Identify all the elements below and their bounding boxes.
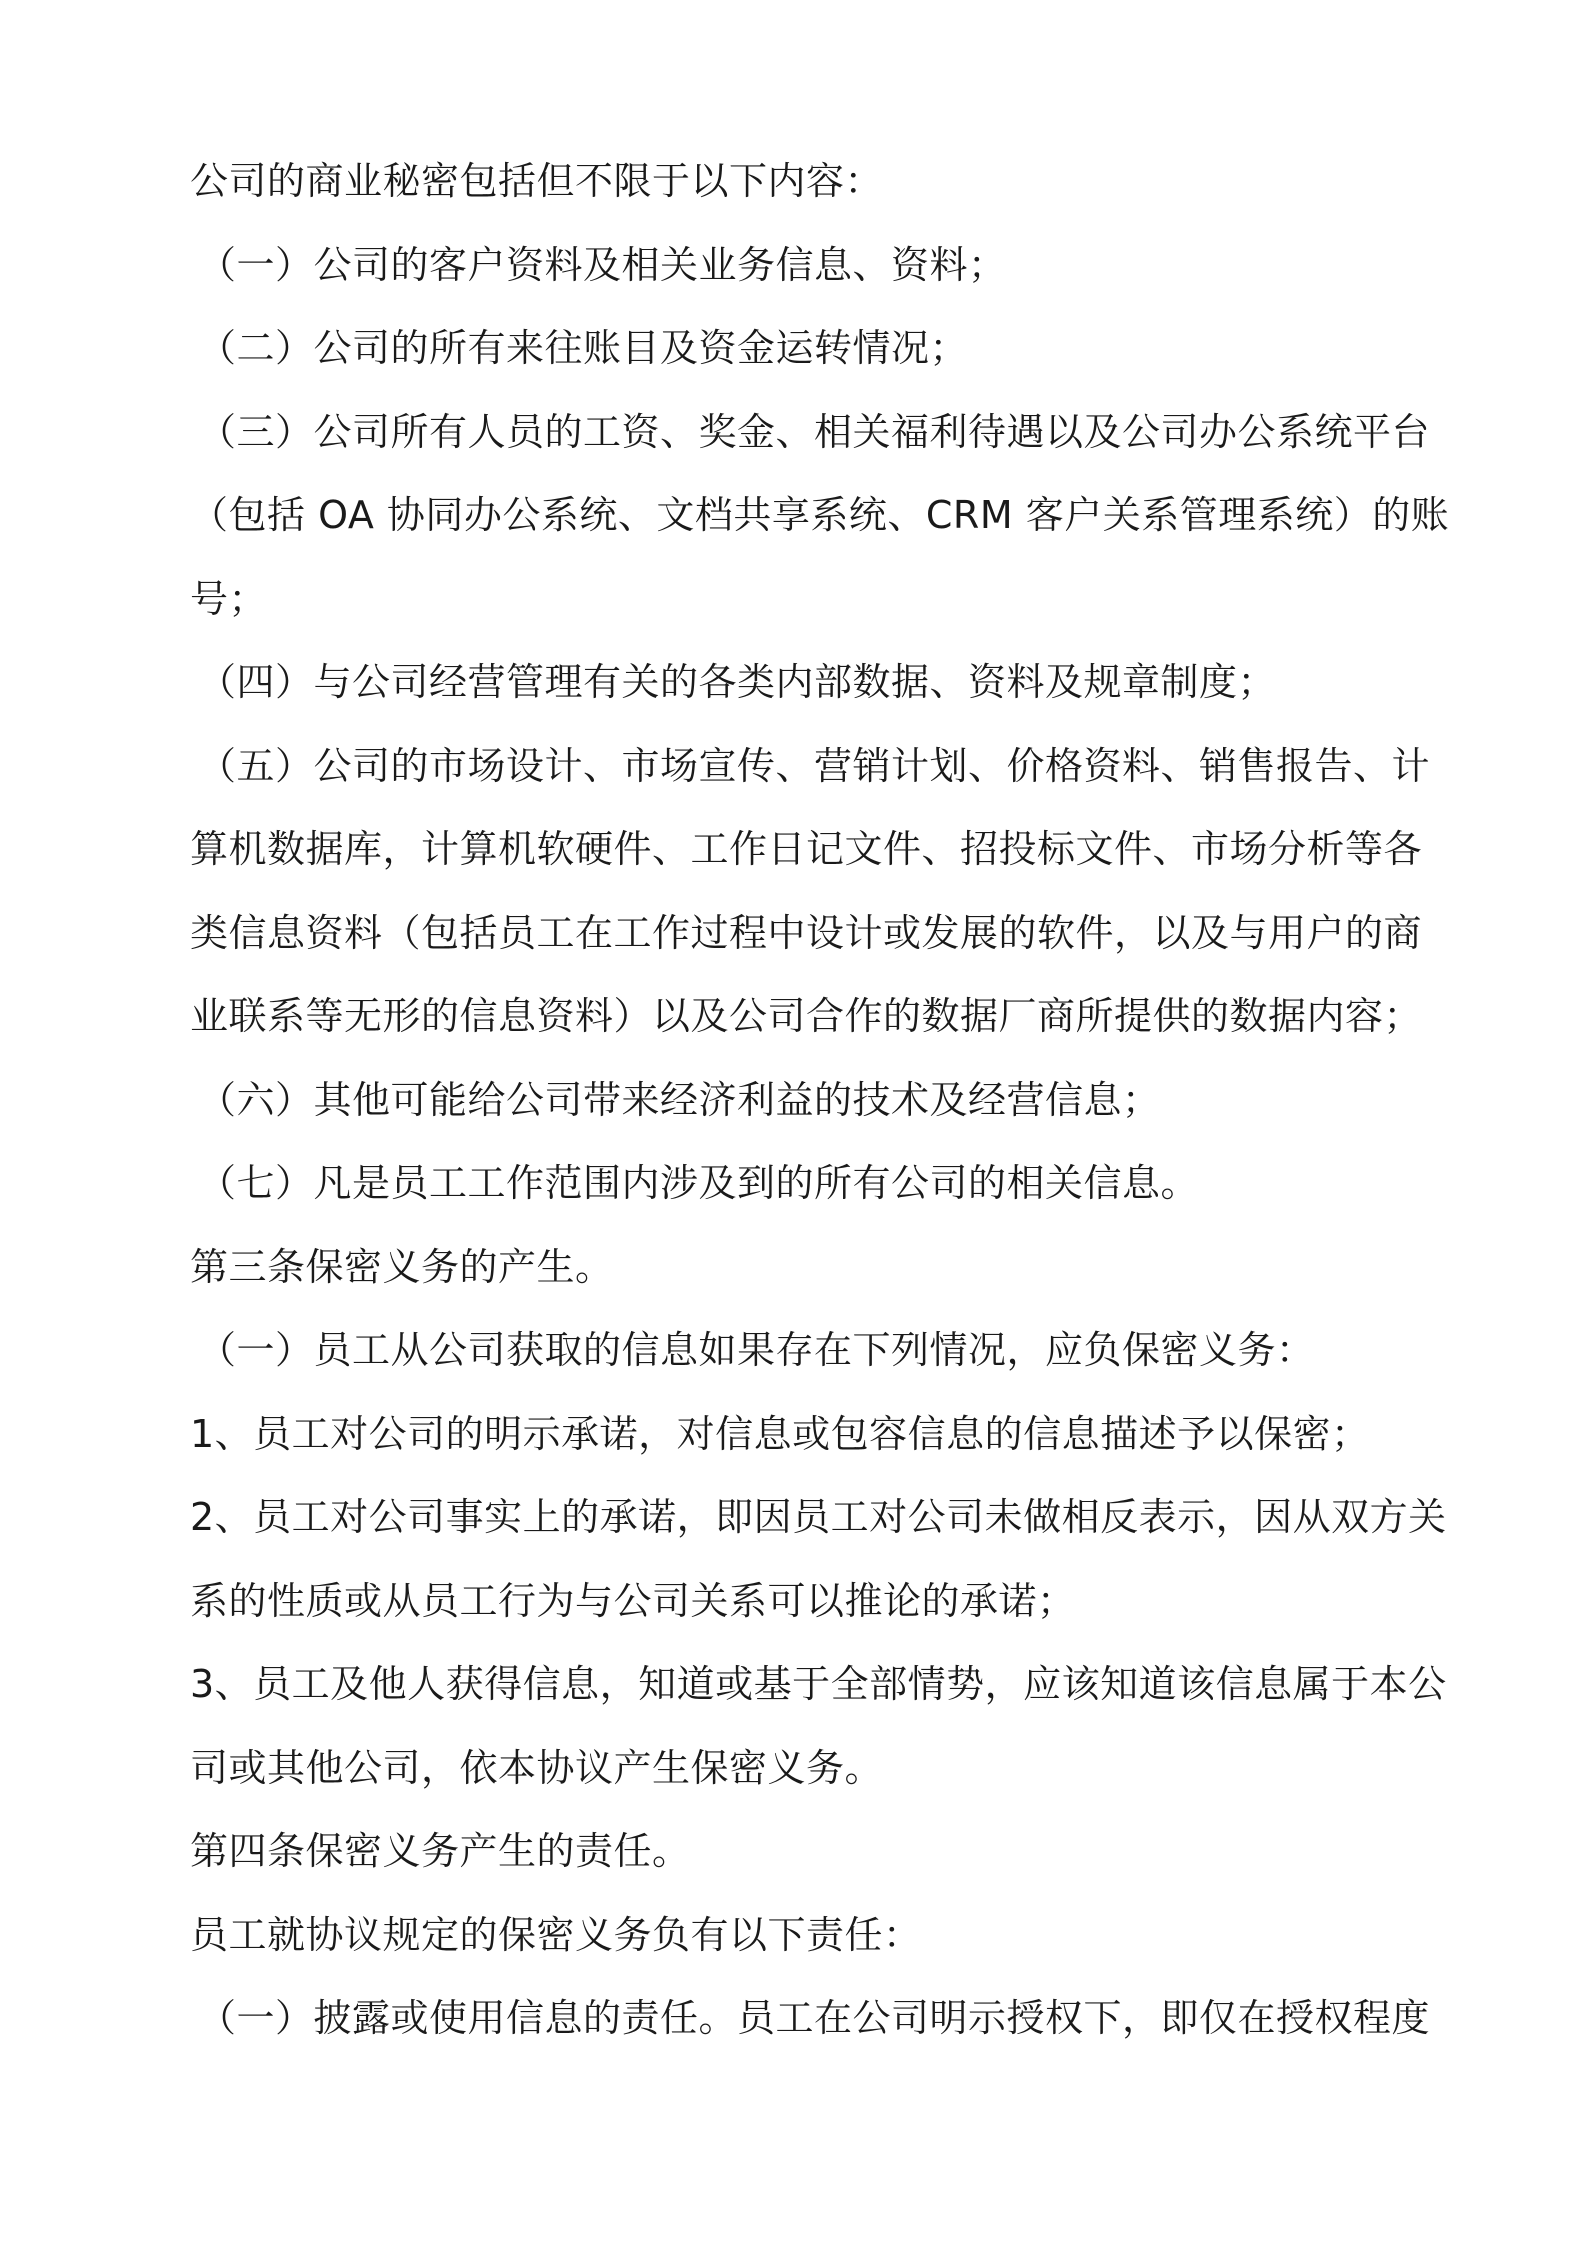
- list-item-6: （六）其他可能给公司带来经济利益的技术及经营信息；: [198, 1077, 1161, 1122]
- list-item-5-cont-1: 算机数据库，计算机软硬件、工作日记文件、招投标文件、市场分析等各: [190, 827, 1423, 871]
- list-item-2: （二）公司的所有来往账目及资金运转情况；: [198, 326, 969, 370]
- document-body: [190, 140, 1450, 2061]
- intro-line: 公司的商业秘密包括但不限于以下内容：: [190, 159, 884, 203]
- list-item-3-cont-1: （包括 OA 协同办公系统、文档共享系统、CRM 客户关系管理系统）的账: [190, 493, 1450, 537]
- list-item-5: （五）公司的市场设计、市场宣传、营销计划、价格资料、销售报告、计: [198, 743, 1431, 788]
- list-item-7: （七）凡是员工工作范围内涉及到的所有公司的相关信息。: [198, 1161, 1200, 1205]
- article-3-point-3-cont: 司或其他公司，依本协议产生保密义务。: [190, 1745, 884, 1790]
- article-4-item-1: （一）披露或使用信息的责任。员工在公司明示授权下，即仅在授权程度: [198, 1996, 1431, 2040]
- article-3-point-1: 1、员工对公司的明示承诺，对信息或包容信息的信息描述予以保密；: [190, 1411, 1370, 1456]
- article-3-point-2-cont: 系的性质或从员工行为与公司关系可以推论的承诺；: [190, 1578, 1076, 1623]
- article-4-heading: 第四条保密义务产生的责任。: [190, 1829, 691, 1873]
- list-item-5-cont-2: 类信息资料（包括员工在工作过程中设计或发展的软件，以及与用户的商: [190, 910, 1423, 955]
- list-item-4: （四）与公司经营管理有关的各类内部数据、资料及规章制度；: [198, 660, 1277, 704]
- article-3-point-2: 2、员工对公司事实上的承诺，即因员工对公司未做相反表示，因从双方关: [190, 1495, 1447, 1539]
- list-item-5-cont-3: 业联系等无形的信息资料）以及公司合作的数据厂商所提供的数据内容；: [190, 994, 1423, 1038]
- article-3-point-3: 3、员工及他人获得信息，知道或基于全部情势，应该知道该信息属于本公: [190, 1662, 1447, 1706]
- list-item-3-cont-2: 号；: [190, 576, 268, 621]
- article-3-item-1: （一）员工从公司获取的信息如果存在下列情况，应负保密义务：: [198, 1328, 1315, 1372]
- list-item-3: （三）公司所有人员的工资、奖金、相关福利待遇以及公司办公系统平台: [198, 409, 1431, 454]
- article-3-heading: 第三条保密义务的产生。: [190, 1244, 614, 1289]
- list-item-1: （一）公司的客户资料及相关业务信息、资料；: [198, 242, 1007, 287]
- article-4-intro: 员工就协议规定的保密义务负有以下责任：: [190, 1912, 922, 1957]
